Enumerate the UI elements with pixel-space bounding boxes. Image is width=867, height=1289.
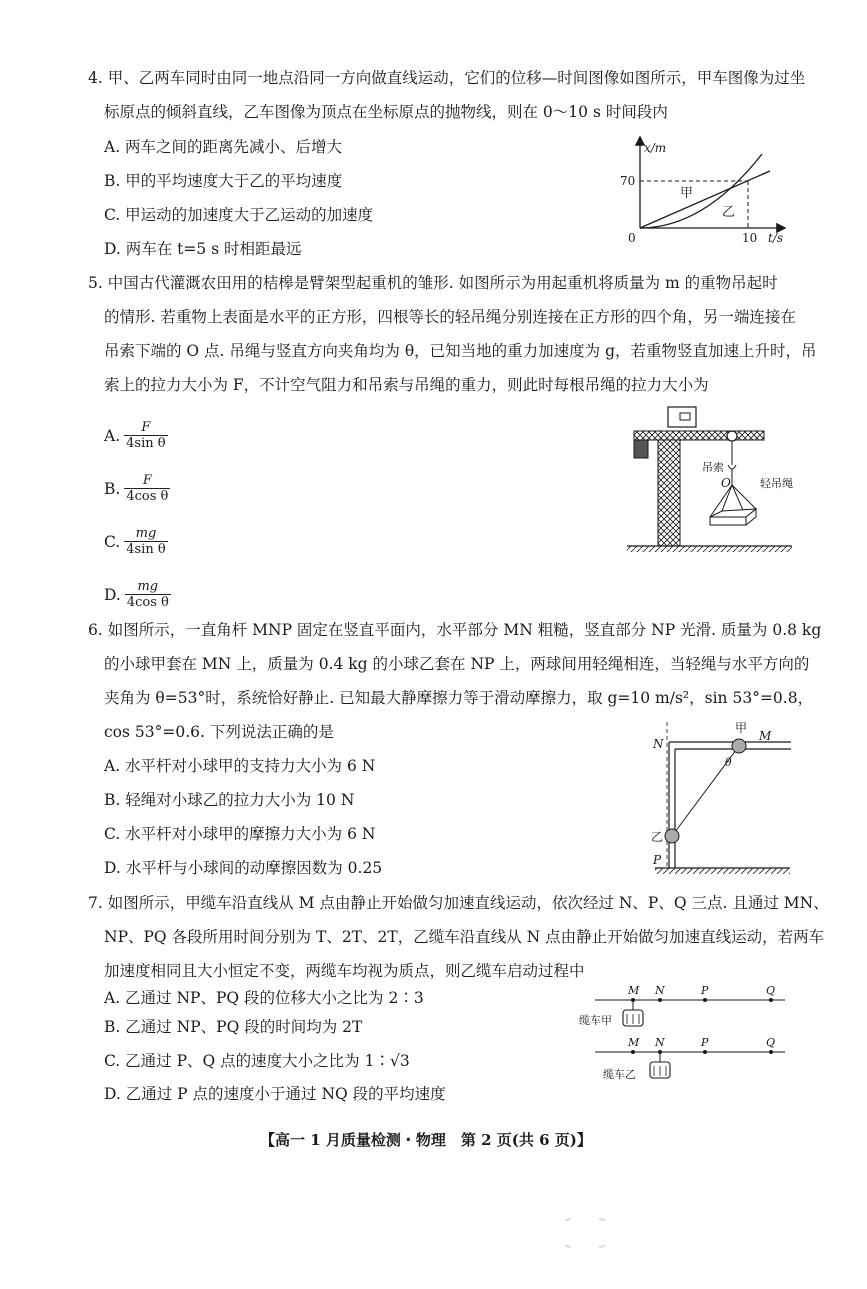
point-q-2 [769,1050,773,1054]
page-footer: 【高一 1 月质量检测・物理 第 2 页(共 6 页)】 [260,1131,592,1149]
pulley [727,431,737,441]
denominator: 4sin θ [126,436,166,451]
q5-option-b-label: B. [104,479,121,498]
numerator: F [124,473,170,489]
q5-option-c-fraction [124,526,167,557]
label-n-1: N [655,984,665,997]
label-p: P [653,853,662,867]
q5-option-d [104,579,171,610]
q7-stem-line-2: NP、PQ 各段所用时间分别为 T、2T、2T，乙缆车沿直线从 N 点由静止开始做匀加速直线运动，若两车 [104,928,825,946]
hook [728,465,736,469]
crane-cabin [668,407,696,427]
line-jia [640,171,770,228]
curve-yi [640,154,762,228]
point-n-1 [658,998,662,1002]
q7-option-a: A. 乙通过 NP、PQ 段的位移大小之比为 2∶3 [104,989,424,1007]
q5-option-c [104,526,168,557]
q4-option-d: D. 两车在 t=5 s 时相距最远 [104,240,302,258]
q7-cable-car-figure [575,982,790,1094]
q5-stem-line-4: 索上的拉力大小为 F，不计空气阻力和吊索与吊绳的重力，则此时每根吊绳的拉力大小为 [104,376,709,394]
sling-4 [732,485,756,509]
label-q-2: Q [766,1036,776,1049]
scan-mark-icon [565,1213,605,1253]
label-yi: 乙 [651,830,664,844]
ground-hatch [655,868,790,874]
label-m-1: M [628,984,640,997]
point-p-2 [703,1050,707,1054]
crane-jib [634,431,764,440]
label-theta: θ [725,756,732,769]
q5-option-d-label: D. [104,585,121,604]
label-car-jia: 缆车甲 [579,1014,612,1027]
q5-stem-line-2: 的情形. 若重物上表面是水平的正方形，四根等长的轻吊绳分别连接在正方形的四个角，另一端连接在 [104,308,796,326]
q4-stem-line-1: 4. 甲、乙两车同时由同一地点沿同一方向做直线运动，它们的位移—时间图像如图所示，甲车图像为过坐 [88,69,806,87]
label-m-2: M [628,1036,640,1049]
origin-label: 0 [628,231,636,245]
q6-stem-line-3: 夹角为 θ=53°时，系统恰好静止. 已知最大静摩擦力等于滑动摩擦力，取 g=10 m/s²，sin 53°=0.8， [104,689,814,707]
label-q-1: Q [766,984,776,997]
denominator: 4sin θ [126,542,166,557]
q4-option-c: C. 甲运动的加速度大于乙运动的加速度 [104,206,374,224]
x-tick-label: 10 [742,231,758,245]
q4-xt-graph [612,130,792,275]
ball-jia [732,739,746,753]
q7-stem-line-3: 加速度相同且大小恒定不变，两缆车均视为质点，则乙缆车启动过程中 [104,962,585,980]
numerator: F [124,420,167,436]
point-p-1 [703,998,707,1002]
q5-option-a [104,420,168,451]
q6-option-c: C. 水平杆对小球甲的摩擦力大小为 6 N [104,825,376,843]
q6-option-d: D. 水平杆与小球间的动摩擦因数为 0.25 [104,859,383,877]
label-yi: 乙 [722,205,736,220]
q4-stem-line-2: 标原点的倾斜直线，乙车图像为顶点在坐标原点的抛物线，则在 0～10 s 时间段内 [104,103,668,121]
q4-option-b: B. 甲的平均速度大于乙的平均速度 [104,172,343,190]
t-axis-label: t/s [768,231,784,245]
q6-rod-figure [645,718,795,878]
q6-option-b: B. 轻绳对小球乙的拉力大小为 10 N [104,791,355,809]
label-qing-diao-sheng: 轻吊绳 [760,477,793,490]
q6-stem-line-4: cos 53°=0.6. 下列说法正确的是 [104,723,334,741]
cabin-window [680,413,690,420]
label-jia: 甲 [735,721,748,735]
label-o-point: O [721,476,731,490]
point-q-1 [769,998,773,1002]
q5-option-a-fraction [124,420,167,451]
q6-option-a: A. 水平杆对小球甲的支持力大小为 6 N [104,757,376,775]
label-jia: 甲 [680,186,694,201]
q5-stem-line-3: 吊索下端的 O 点. 吊绳与竖直方向夹角均为 θ，已知当地的重力加速度为 g，若重物竖直加速上升时，吊 [104,342,817,360]
q6-stem-line-1: 6. 如图所示，一直角杆 MNP 固定在竖直平面内，水平部分 MN 粗糙，竖直部分 NP 光滑. 质量为 0.8 kg [88,621,822,639]
label-car-yi: 缆车乙 [603,1068,636,1081]
q6-stem-line-2: 的小球甲套在 MN 上，质量为 0.4 kg 的小球乙套在 NP 上，两球间用轻绳相连，当轻绳与水平方向的 [104,655,810,673]
label-m: M [759,729,772,743]
crane-tower [658,440,680,546]
q7-option-b: B. 乙通过 NP、PQ 段的时间均为 2T [104,1018,363,1036]
y-tick-label: 70 [620,174,636,188]
label-diao-suo: 吊索 [702,461,724,474]
numerator: mg [125,579,171,595]
label-n-2: N [655,1036,665,1049]
q5-option-b-fraction [124,473,170,504]
q5-option-b [104,473,170,504]
q5-option-c-label: C. [104,532,121,551]
q4-option-a: A. 两车之间的距离先减小、后增大 [104,138,343,156]
q5-option-a-label: A. [104,426,121,445]
q5-option-d-fraction [125,579,171,610]
q7-option-d: D. 乙通过 P 点的速度小于通过 NQ 段的平均速度 [104,1085,446,1103]
label-p-1: P [701,984,709,997]
label-p-2: P [701,1036,709,1049]
ground-hatch [627,546,792,552]
x-axis-label: x/m [644,141,667,155]
q7-stem-line-1: 7. 如图所示，甲缆车沿直线从 M 点由静止开始做匀加速直线运动，依次经过 N、P、Q 三点. 且通过 MN、 [88,894,829,912]
point-m-2 [631,1050,635,1054]
counterweight [634,440,648,458]
numerator: mg [124,526,167,542]
label-n: N [653,737,664,751]
q5-crane-figure [622,405,797,555]
q5-stem-line-1: 5. 中国古代灌溉农田用的桔槔是臂架型起重机的雏形. 如图所示为用起重机将质量为 m 的重物吊起时 [88,274,778,292]
q7-option-c: C. 乙通过 P、Q 点的速度大小之比为 1∶√3 [104,1052,410,1070]
denominator: 4cos θ [126,489,169,504]
denominator: 4cos θ [126,595,169,610]
ball-yi [665,829,679,843]
